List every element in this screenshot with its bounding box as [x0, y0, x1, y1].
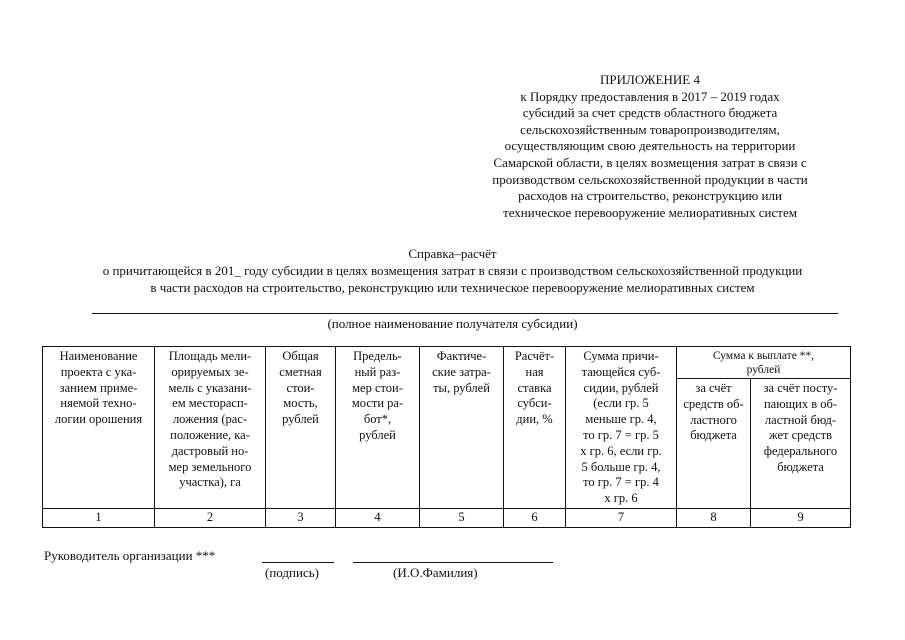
header-text-line: няемой техно-	[60, 396, 137, 411]
header-text-line: участка), га	[179, 475, 241, 490]
header-text-line: за счёт посту-	[763, 381, 838, 395]
header-regional-budget	[677, 379, 751, 509]
header-text-line: Расчёт-	[514, 349, 555, 363]
header-text-line: ная	[525, 364, 544, 379]
header-text-line: Наименование	[59, 349, 138, 363]
header-text-line: х гр. 6, если гр.	[580, 443, 662, 458]
header-text-line: ские затра-	[432, 364, 491, 379]
header-text-line: ставка	[517, 380, 552, 395]
recipient-name-line[interactable]	[92, 313, 838, 314]
header-text-line: дастровый но-	[171, 443, 249, 458]
header-text-line: Фактиче-	[436, 349, 487, 363]
header-irrigated-area	[155, 347, 266, 509]
header-payment-amount	[677, 347, 851, 379]
recipient-caption: (полное наименование получателя субсидии)	[327, 316, 578, 331]
column-number: 8	[677, 509, 751, 528]
manager-label: Руководитель организации ***	[44, 548, 216, 563]
column-number: 6	[504, 509, 566, 528]
header-text-line: орируемых зе-	[171, 364, 249, 379]
header-text-line: бюджета	[777, 459, 824, 474]
column-number: 2	[155, 509, 266, 528]
header-text-line: жет средств	[768, 428, 833, 443]
document-heading: Справка–расчёт	[408, 246, 497, 261]
header-text-line: сметная	[279, 364, 322, 379]
calculation-table	[42, 346, 851, 528]
signature-caption: (подпись)	[265, 565, 319, 580]
header-text-line: (если гр. 5	[593, 396, 649, 411]
header-text-line: Общая	[282, 349, 319, 363]
column-number: 4	[336, 509, 420, 528]
header-estimated-cost	[266, 347, 336, 509]
header-text-line: рублей	[282, 412, 319, 427]
header-text-line: стои-	[286, 380, 315, 395]
header-text-line: тающейся суб-	[581, 364, 661, 379]
appendix-line: к Порядку предоставления в 2017 – 2019 годах	[520, 88, 780, 104]
header-text-line: федерального	[763, 444, 838, 459]
appendix-line: осуществляющим свою деятельность на территории	[504, 138, 796, 154]
column-number: 1	[43, 509, 155, 528]
header-text-line: 5 больше гр. 4,	[581, 459, 661, 474]
header-text-line: Сумма причи-	[583, 349, 659, 363]
appendix-line: сельскохозяйственным товаропроизводителям,	[520, 121, 780, 137]
header-max-cost	[336, 347, 420, 509]
header-text-line: ложения (рас-	[172, 412, 248, 427]
appendix-line: производством сельскохозяйственной продукции в части	[492, 171, 808, 187]
header-text-line: рублей	[359, 427, 396, 442]
header-text-line: субси-	[517, 396, 552, 411]
column-number: 9	[751, 509, 851, 528]
document-subtitle-line: в части расходов на строительство, реконструкцию или техническое перевооружение мелиоративных систем	[150, 279, 755, 295]
header-text-line: ем месторасп-	[172, 396, 248, 411]
header-text-line: мер земельного	[168, 459, 252, 474]
header-text-line: то гр. 7 = гр. 5	[583, 427, 659, 442]
header-text-line: за счёт	[695, 381, 732, 395]
header-text-line: то гр. 7 = гр. 4	[583, 475, 659, 490]
appendix-line: расходов на строительство, реконструкцию или	[518, 188, 782, 204]
appendix-line: техническое перевооружение мелиоративных систем	[503, 204, 797, 220]
name-line[interactable]	[353, 562, 553, 563]
header-text-line: Предель-	[353, 349, 402, 363]
document-title-block	[0, 246, 905, 296]
header-text-line: х гр. 6	[604, 491, 638, 506]
header-subsidy-amount	[566, 347, 677, 509]
header-text-line: мость,	[283, 396, 318, 411]
header-text-line: ты, рублей	[433, 380, 490, 395]
header-text-line: сидии, рублей	[583, 380, 659, 395]
header-project-name	[43, 347, 155, 509]
column-number: 5	[420, 509, 504, 528]
header-text-line: бюджета	[690, 428, 737, 443]
header-text-line: ластного	[690, 412, 737, 427]
header-text-line: ластной бюд-	[764, 412, 837, 427]
header-text-line: Площадь мели-	[168, 349, 252, 363]
header-text-line: рублей	[746, 364, 781, 376]
header-subsidy-rate	[504, 347, 566, 509]
column-number: 7	[566, 509, 677, 528]
column-number: 3	[266, 509, 336, 528]
header-text-line: ный раз-	[354, 364, 401, 379]
header-text-line: дии, %	[516, 412, 553, 427]
name-caption: (И.О.Фамилия)	[393, 565, 478, 580]
appendix-title: ПРИЛОЖЕНИЕ 4	[600, 72, 700, 87]
header-text-line: проекта с ука-	[60, 364, 137, 379]
header-federal-budget	[751, 379, 851, 509]
header-text-line: средств об-	[683, 396, 744, 411]
header-text-line: положение, ка-	[170, 427, 250, 442]
header-actual-costs	[420, 347, 504, 509]
header-text-line: Сумма к выплате **,	[712, 350, 815, 362]
appendix-block	[470, 72, 830, 221]
header-text-line: логии орошения	[54, 412, 143, 427]
header-text-line: мер стои-	[352, 380, 403, 395]
header-text-line: мель с указани-	[168, 380, 252, 395]
header-text-line: мости ра-	[351, 396, 404, 411]
signature-line[interactable]	[262, 562, 334, 563]
document-subtitle-line: о причитающейся в 201_ году субсидии в целях возмещения затрат в связи с производством сельскохозяйственной продукции	[102, 262, 803, 278]
header-text-line: пающих в об-	[763, 396, 838, 411]
header-text-line: бот*,	[363, 412, 392, 427]
appendix-line: субсидий за счет средств областного бюджета	[522, 105, 778, 121]
header-text-line: меньше гр. 4,	[585, 412, 657, 427]
header-text-line: занием приме-	[59, 380, 138, 395]
appendix-line: Самарской области, в целях возмещения затрат в связи с	[493, 154, 807, 170]
